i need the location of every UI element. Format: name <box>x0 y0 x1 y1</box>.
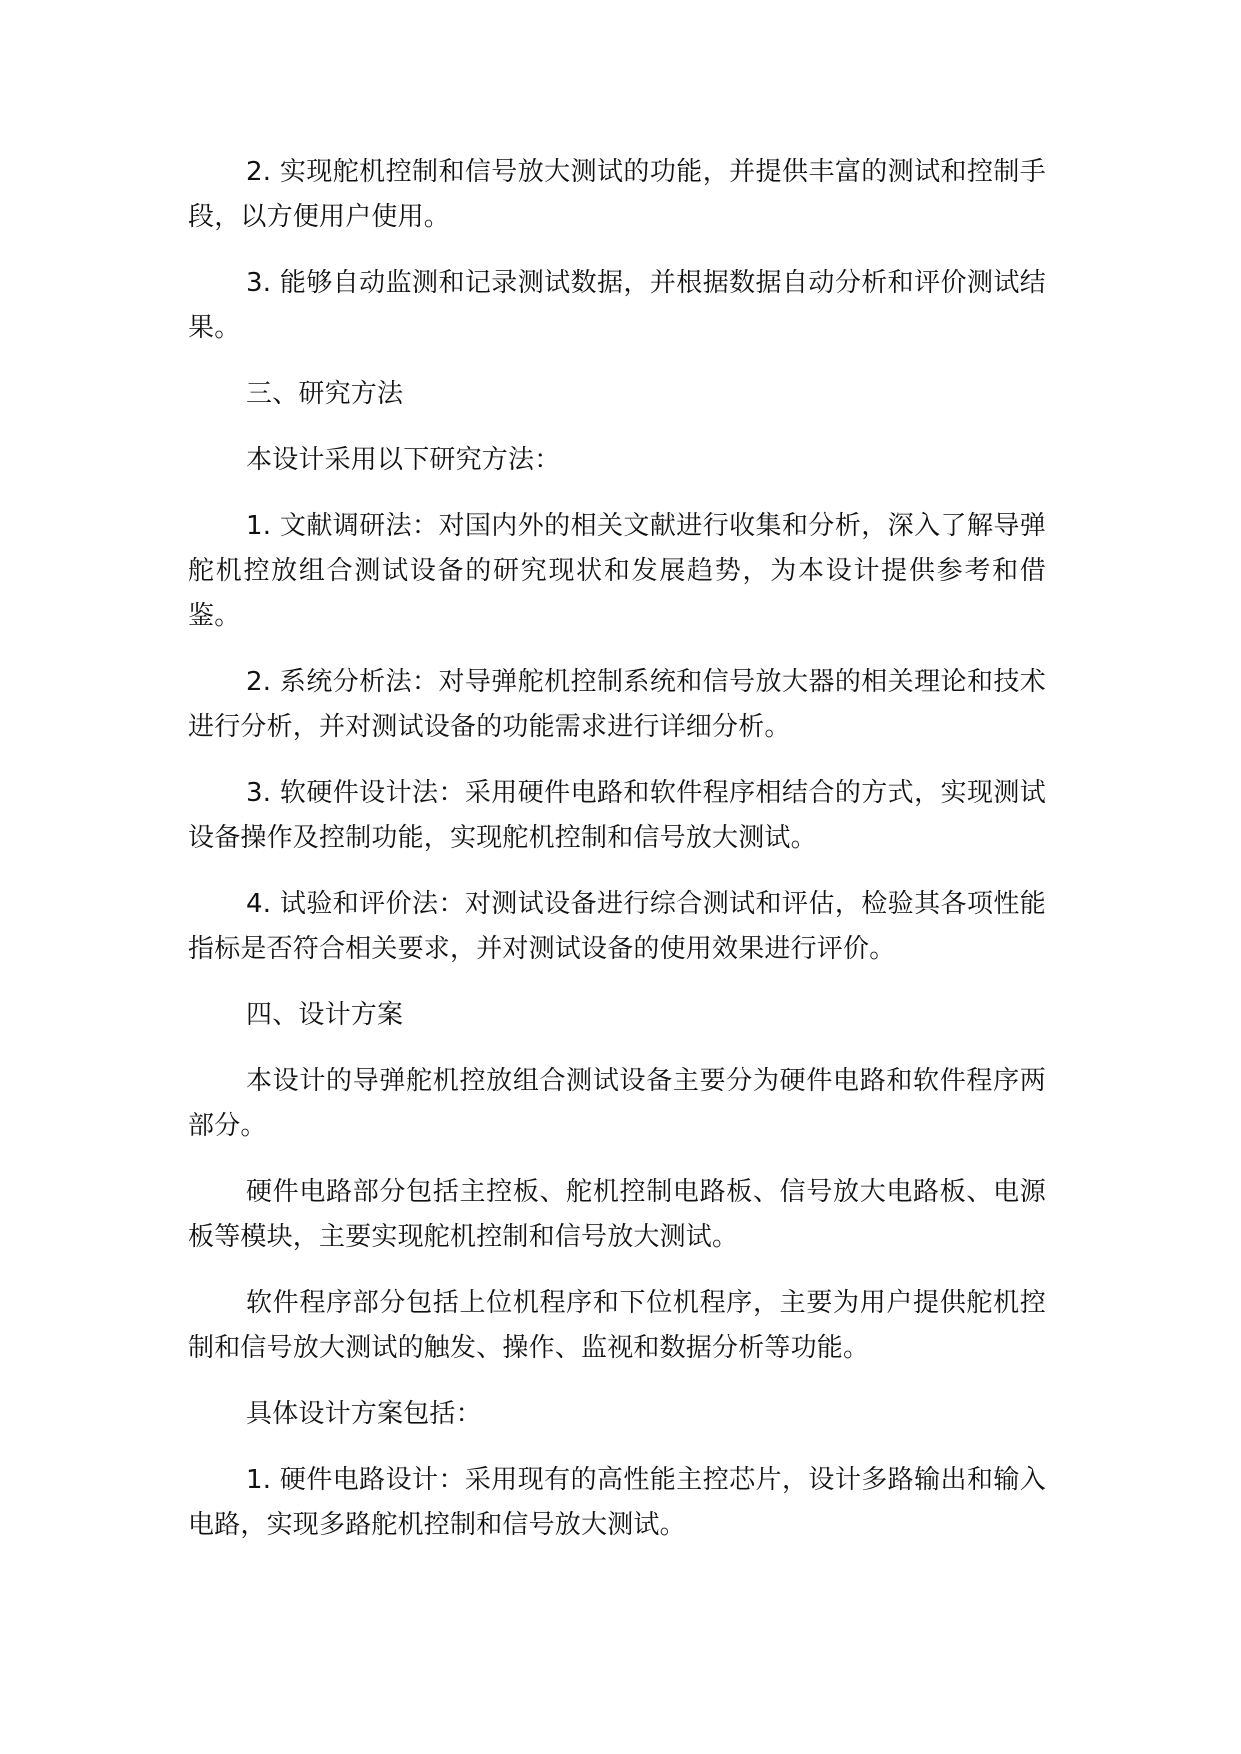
paragraph-objective-2: 2. 实现舵机控制和信号放大测试的功能，并提供丰富的测试和控制手段，以方便用户使用。 <box>188 157 1046 232</box>
section-heading-design-plan: 四、设计方案 <box>246 1000 404 1030</box>
paragraph-method-2: 2. 系统分析法：对导弹舵机控制系统和信号放大器的相关理论和技术进行分析，并对测试设备的功能需求进行详细分析。 <box>188 667 1046 742</box>
paragraph-method-4: 4. 试验和评价法：对测试设备进行综合测试和评估，检验其各项性能指标是否符合相关要求，并对测试设备的使用效果进行评价。 <box>188 889 1046 964</box>
paragraph-hardware-design: 1. 硬件电路设计：采用现有的高性能主控芯片，设计多路输出和输入电路，实现多路舵机控制和信号放大测试。 <box>188 1465 1046 1540</box>
paragraph-hardware-part: 硬件电路部分包括主控板、舵机控制电路板、信号放大电路板、电源板等模块，主要实现舵机控制和信号放大测试。 <box>188 1177 1046 1252</box>
paragraph-software-part: 软件程序部分包括上位机程序和下位机程序，主要为用户提供舵机控制和信号放大测试的触发、操作、监视和数据分析等功能。 <box>188 1288 1046 1363</box>
paragraph-objective-3: 3. 能够自动监测和记录测试数据，并根据数据自动分析和评价测试结果。 <box>188 268 1046 343</box>
paragraph-method-1: 1. 文献调研法：对国内外的相关文献进行收集和分析，深入了解导弹舵机控放组合测试设备的研究现状和发展趋势，为本设计提供参考和借鉴。 <box>188 511 1046 631</box>
document-page <box>188 150 1046 1569</box>
paragraph-methods-intro: 本设计采用以下研究方法： <box>246 445 561 475</box>
paragraph-method-3: 3. 软硬件设计法：采用硬件电路和软件程序相结合的方式，实现测试设备操作及控制功能，实现舵机控制和信号放大测试。 <box>188 778 1046 853</box>
section-heading-research-methods: 三、研究方法 <box>246 379 404 409</box>
paragraph-design-details-intro: 具体设计方案包括： <box>246 1399 482 1429</box>
paragraph-design-overview: 本设计的导弹舵机控放组合测试设备主要分为硬件电路和软件程序两部分。 <box>188 1066 1046 1141</box>
